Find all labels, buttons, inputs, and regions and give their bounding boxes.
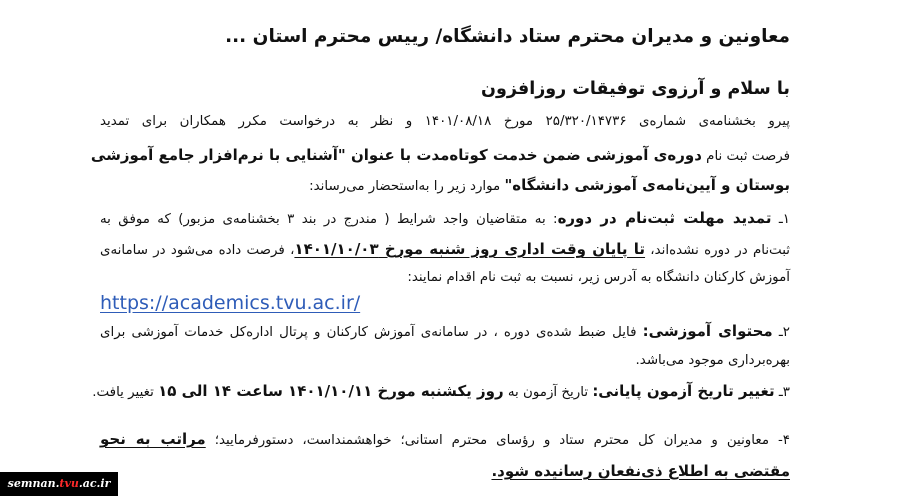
item1-line-2 (100, 240, 790, 258)
item-text: : به متقاضیان واجد شرایط ( مندرج در بند ۳ بخشنامه‌ی مزبور) که موفق به (100, 212, 558, 227)
item1-line-3: آموزش کارکنان دانشگاه به آدرس زیر، نسبت به ثبت نام اقدام نمایند: (407, 270, 790, 285)
item-text: تغییر یافت. (92, 385, 159, 400)
watermark-text: .ac.ir (78, 477, 111, 490)
instruction-text: مراتب به نحو (100, 430, 206, 448)
letter-heading: معاونین و مدیران محترم ستاد دانشگاه/ رییس محترم استان ... (225, 26, 790, 47)
intro-text: پیرو بخشنامه‌ی شماره‌ی ۲۵/۳۲۰/۱۴۷۳۶ مورخ ۱۴۰۱/۰۸/۱۸ و نظر به درخواست مکرر همکاران برای تمدید (100, 114, 791, 129)
item4-line-1 (100, 430, 790, 448)
watermark-text: semnan. (7, 477, 60, 490)
exam-date-text: روز یکشنبه مورخ ۱۴۰۱/۱۰/۱۱ ساعت ۱۴ الی ۱۵ (158, 382, 504, 400)
item2-line-1 (100, 322, 790, 340)
intro-text: موارد زیر را به‌استحضار می‌رساند: (309, 179, 505, 194)
intro-line-1 (100, 114, 790, 129)
item-title: محتوای آموزشی: (642, 322, 773, 340)
item3-line (92, 382, 790, 400)
intro-text: فرصت ثبت نام (701, 149, 790, 164)
item-title: تغییر تاریخ آزمون پایانی: (592, 382, 775, 400)
item-text: تاریخ آزمون به (503, 385, 593, 400)
item-text: فایل ضبط شده‌ی دوره ، در سامانه‌ی آموزش کارکنان و پرتال اداره‌کل خدمات آموزشی برای (100, 325, 643, 340)
item-title: تمدید مهلت ثبت‌نام در دوره (557, 209, 772, 227)
item-number: ۱ـ (771, 212, 790, 227)
item-text: ثبت‌نام در دوره نشده‌اند، (645, 243, 790, 258)
item4-line-2 (100, 462, 790, 480)
letter-document (90, 0, 791, 496)
item-number: ۲ـ (772, 325, 790, 340)
item-number: ۳ـ (774, 385, 790, 400)
instruction-text: مقتضی به اطلاع ذی‌نفعان رسانیده شود. (491, 462, 790, 480)
course-title: بوستان و آیین‌نامه‌ی آموزشی دانشگاه" (504, 176, 790, 194)
item-text: ، فرصت داده می‌شود در سامانه‌ی (100, 243, 295, 258)
letter-greeting: با سلام و آرزوی توفیقات روزافزون (481, 79, 790, 99)
item1-line-1 (100, 209, 790, 227)
watermark-accent: tvu (59, 477, 79, 490)
intro-line-3 (100, 176, 790, 194)
course-title: دوره‌ی آموزشی ضمن خدمت کوتاه‌مدت با عنوان "آشنایی با نرم‌افزار جامع آموزشی (90, 146, 702, 164)
deadline-text: تا پایان وقت اداری روز شنبه مورخ ۱۴۰۱/۱۰/۰۳ (294, 240, 646, 258)
intro-line-2 (90, 146, 790, 164)
academics-link[interactable]: https://academics.tvu.ac.ir/ (100, 292, 361, 314)
item-text: ۴- معاونین و مدیران کل محترم ستاد و رؤسای محترم استانی؛ خواهشمنداست، دستورفرمایید؛ (205, 433, 790, 448)
site-watermark (0, 472, 118, 496)
item2-line-2: بهره‌برداری موجود می‌باشد. (635, 353, 790, 368)
